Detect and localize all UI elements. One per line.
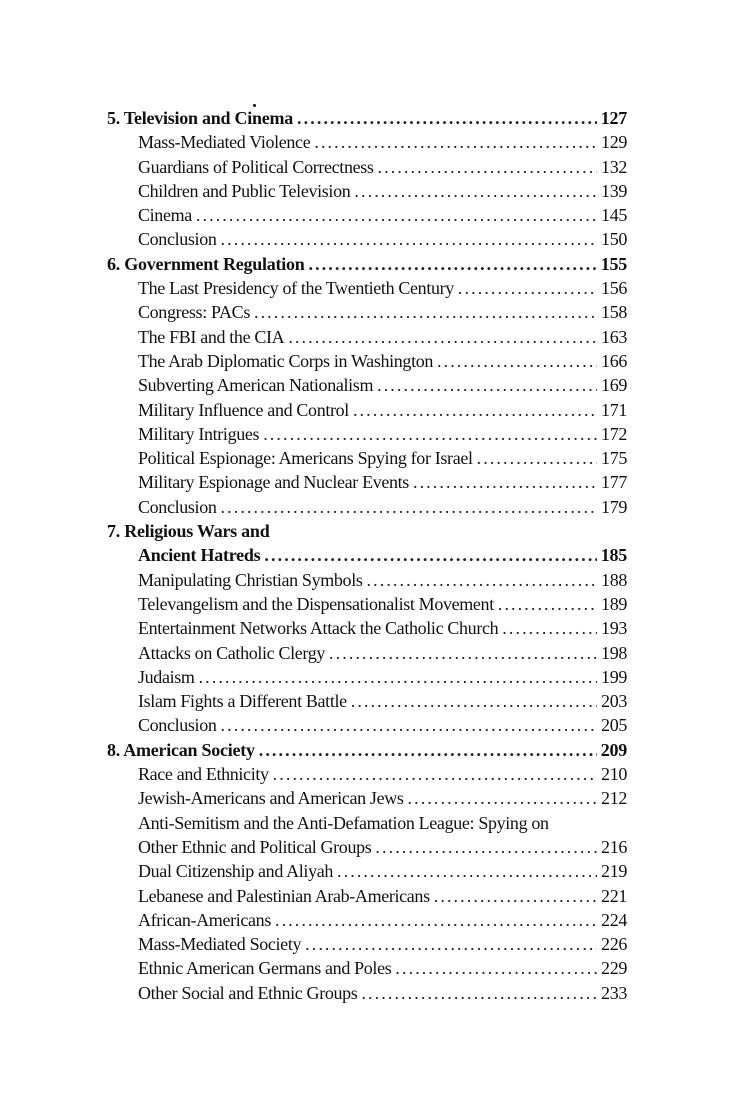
entry-page-number: 163 (601, 326, 627, 347)
entry-page-number: 210 (601, 764, 627, 785)
toc-section-entry (107, 349, 627, 373)
toc-chapter-entry (107, 252, 627, 276)
entry-title: Race and Ethnicity (138, 764, 269, 785)
toc-section-entry (107, 689, 627, 713)
dot-leader (361, 981, 597, 1005)
dot-leader (413, 470, 597, 494)
toc-chapter-entry (107, 738, 627, 762)
entry-page-number: 177 (601, 472, 627, 493)
entry-title: Subverting American Nationalism (138, 375, 374, 396)
toc-section-entry (107, 568, 627, 592)
dot-leader (395, 956, 597, 980)
entry-title: Mass-Mediated Violence (138, 132, 311, 153)
dot-leader (221, 227, 598, 251)
dot-leader (329, 641, 597, 665)
toc-section-entry (107, 276, 627, 300)
toc-section-entry (107, 616, 627, 640)
toc-section-entry (107, 398, 627, 422)
entry-page-number: 172 (601, 423, 627, 444)
entry-page-number: 198 (601, 642, 627, 663)
toc-chapter-entry (107, 543, 627, 567)
entry-page-number: 229 (601, 958, 627, 979)
entry-title: 6. Government Regulation (107, 253, 305, 274)
dot-leader (314, 130, 597, 154)
toc-section-entry (107, 373, 627, 397)
toc-section-entry (107, 884, 627, 908)
toc-section-entry (107, 300, 627, 324)
entry-title: Military Intrigues (138, 423, 260, 444)
toc-section-entry (107, 446, 627, 470)
dot-leader (259, 738, 597, 762)
dot-leader (498, 592, 597, 616)
dot-leader (199, 665, 597, 689)
entry-title: Cinema (138, 205, 192, 226)
entry-page-number: 221 (601, 885, 627, 906)
entry-title: African-Americans (138, 909, 271, 930)
entry-page-number: 156 (601, 278, 627, 299)
entry-title: Other Ethnic and Political Groups (138, 836, 372, 857)
toc-section-entry (107, 786, 627, 810)
entry-title: The FBI and the CIA (138, 326, 285, 347)
toc-section-entry (107, 470, 627, 494)
toc-section-entry (107, 325, 627, 349)
dot-leader (308, 252, 596, 276)
entry-page-number: 209 (600, 739, 627, 760)
dot-leader (305, 932, 597, 956)
entry-page-number: 169 (601, 375, 627, 396)
dot-leader (353, 398, 597, 422)
toc-chapter-entry (107, 106, 627, 130)
toc-section-entry (107, 859, 627, 883)
toc-section-entry (107, 155, 627, 179)
toc-section-entry (107, 422, 627, 446)
dot-leader (254, 300, 597, 324)
entry-title: Conclusion (138, 229, 217, 250)
dot-leader (477, 446, 597, 470)
entry-title: Entertainment Networks Attack the Catholic Church (138, 618, 499, 639)
dot-leader (288, 325, 597, 349)
entry-title: Military Espionage and Nuclear Events (138, 472, 409, 493)
dot-leader (337, 859, 597, 883)
entry-page-number: 129 (601, 132, 627, 153)
entry-page-number: 193 (601, 618, 627, 639)
entry-title: Mass-Mediated Society (138, 934, 302, 955)
dot-leader (377, 373, 597, 397)
entry-page-number: 185 (600, 545, 627, 566)
toc-section-entry (107, 811, 627, 835)
dot-leader (196, 203, 597, 227)
entry-title: Political Espionage: Americans Spying for Israel (138, 448, 473, 469)
dot-leader (221, 495, 598, 519)
entry-title: Anti-Semitism and the Anti-Defamation League: Spying on (138, 812, 549, 833)
entry-title: Attacks on Catholic Clergy (138, 642, 326, 663)
entry-page-number: 188 (601, 569, 627, 590)
entry-page-number: 175 (601, 448, 627, 469)
entry-page-number: 212 (601, 788, 627, 809)
table-of-contents (107, 106, 627, 1005)
entry-title: Ancient Hatreds (138, 545, 261, 566)
dot-leader (502, 616, 597, 640)
entry-title: Ethnic American Germans and Poles (138, 958, 392, 979)
dot-leader (351, 689, 597, 713)
entry-title: Conclusion (138, 496, 217, 517)
toc-section-entry (107, 179, 627, 203)
dot-leader (263, 422, 597, 446)
toc-section-entry (107, 762, 627, 786)
entry-page-number: 233 (601, 982, 627, 1003)
entry-title: Lebanese and Palestinian Arab-Americans (138, 885, 430, 906)
toc-section-entry (107, 203, 627, 227)
entry-page-number: 158 (601, 302, 627, 323)
dot-leader (273, 762, 597, 786)
toc-section-entry (107, 908, 627, 932)
toc-section-entry (107, 495, 627, 519)
toc-section-entry (107, 956, 627, 980)
toc-section-entry (107, 713, 627, 737)
toc-section-entry (107, 592, 627, 616)
toc-section-entry (107, 981, 627, 1005)
dot-leader (378, 155, 598, 179)
entry-page-number: 155 (600, 253, 627, 274)
entry-title: 5. Television and Cinema (107, 108, 294, 128)
entry-page-number: 219 (601, 861, 627, 882)
toc-section-entry (107, 932, 627, 956)
entry-title: Congress: PACs (138, 302, 250, 323)
entry-title: Children and Public Television (138, 180, 351, 201)
toc-section-entry (107, 665, 627, 689)
dot-leader (297, 106, 597, 130)
entry-page-number: 189 (601, 593, 627, 614)
toc-section-entry (107, 130, 627, 154)
entry-page-number: 171 (601, 399, 627, 420)
entry-page-number: 203 (601, 691, 627, 712)
dot-leader (375, 835, 597, 859)
entry-page-number: 139 (601, 180, 627, 201)
entry-title: Manipulating Christian Symbols (138, 569, 363, 590)
dot-leader (275, 908, 597, 932)
dot-leader (221, 713, 598, 737)
entry-title: Jewish-Americans and American Jews (138, 788, 404, 809)
entry-page-number: 127 (600, 108, 627, 128)
entry-page-number: 145 (601, 205, 627, 226)
entry-page-number: 150 (601, 229, 627, 250)
entry-title: 7. Religious Wars and (107, 521, 270, 542)
entry-page-number: 205 (601, 715, 627, 736)
entry-title: Dual Citizenship and Aliyah (138, 861, 334, 882)
entry-title: Islam Fights a Different Battle (138, 691, 347, 712)
entry-title: Other Social and Ethnic Groups (138, 982, 358, 1003)
entry-title: Conclusion (138, 715, 217, 736)
entry-title: 8. American Society (107, 739, 255, 760)
entry-title: Judaism (138, 666, 195, 687)
toc-section-entry (107, 641, 627, 665)
toc-chapter-entry (107, 519, 627, 543)
dot-leader (367, 568, 598, 592)
dot-leader (354, 179, 597, 203)
entry-title: The Arab Diplomatic Corps in Washington (138, 350, 434, 371)
entry-page-number: 166 (601, 350, 627, 371)
entry-page-number: 179 (601, 496, 627, 517)
dot-leader (437, 349, 597, 373)
entry-page-number: 226 (601, 934, 627, 955)
entry-title: Guardians of Political Correctness (138, 156, 374, 177)
entry-title: Military Influence and Control (138, 399, 349, 420)
entry-page-number: 132 (601, 156, 627, 177)
dot-leader (408, 786, 598, 810)
toc-section-entry (107, 835, 627, 859)
entry-page-number: 199 (601, 666, 627, 687)
toc-section-entry (107, 227, 627, 251)
entry-page-number: 216 (601, 836, 627, 857)
dot-leader (264, 543, 596, 567)
dot-leader (458, 276, 597, 300)
entry-title: The Last Presidency of the Twentieth Century (138, 278, 454, 299)
dot-leader (434, 884, 597, 908)
entry-page-number: 224 (601, 909, 627, 930)
entry-title: Televangelism and the Dispensationalist Movement (138, 593, 494, 614)
